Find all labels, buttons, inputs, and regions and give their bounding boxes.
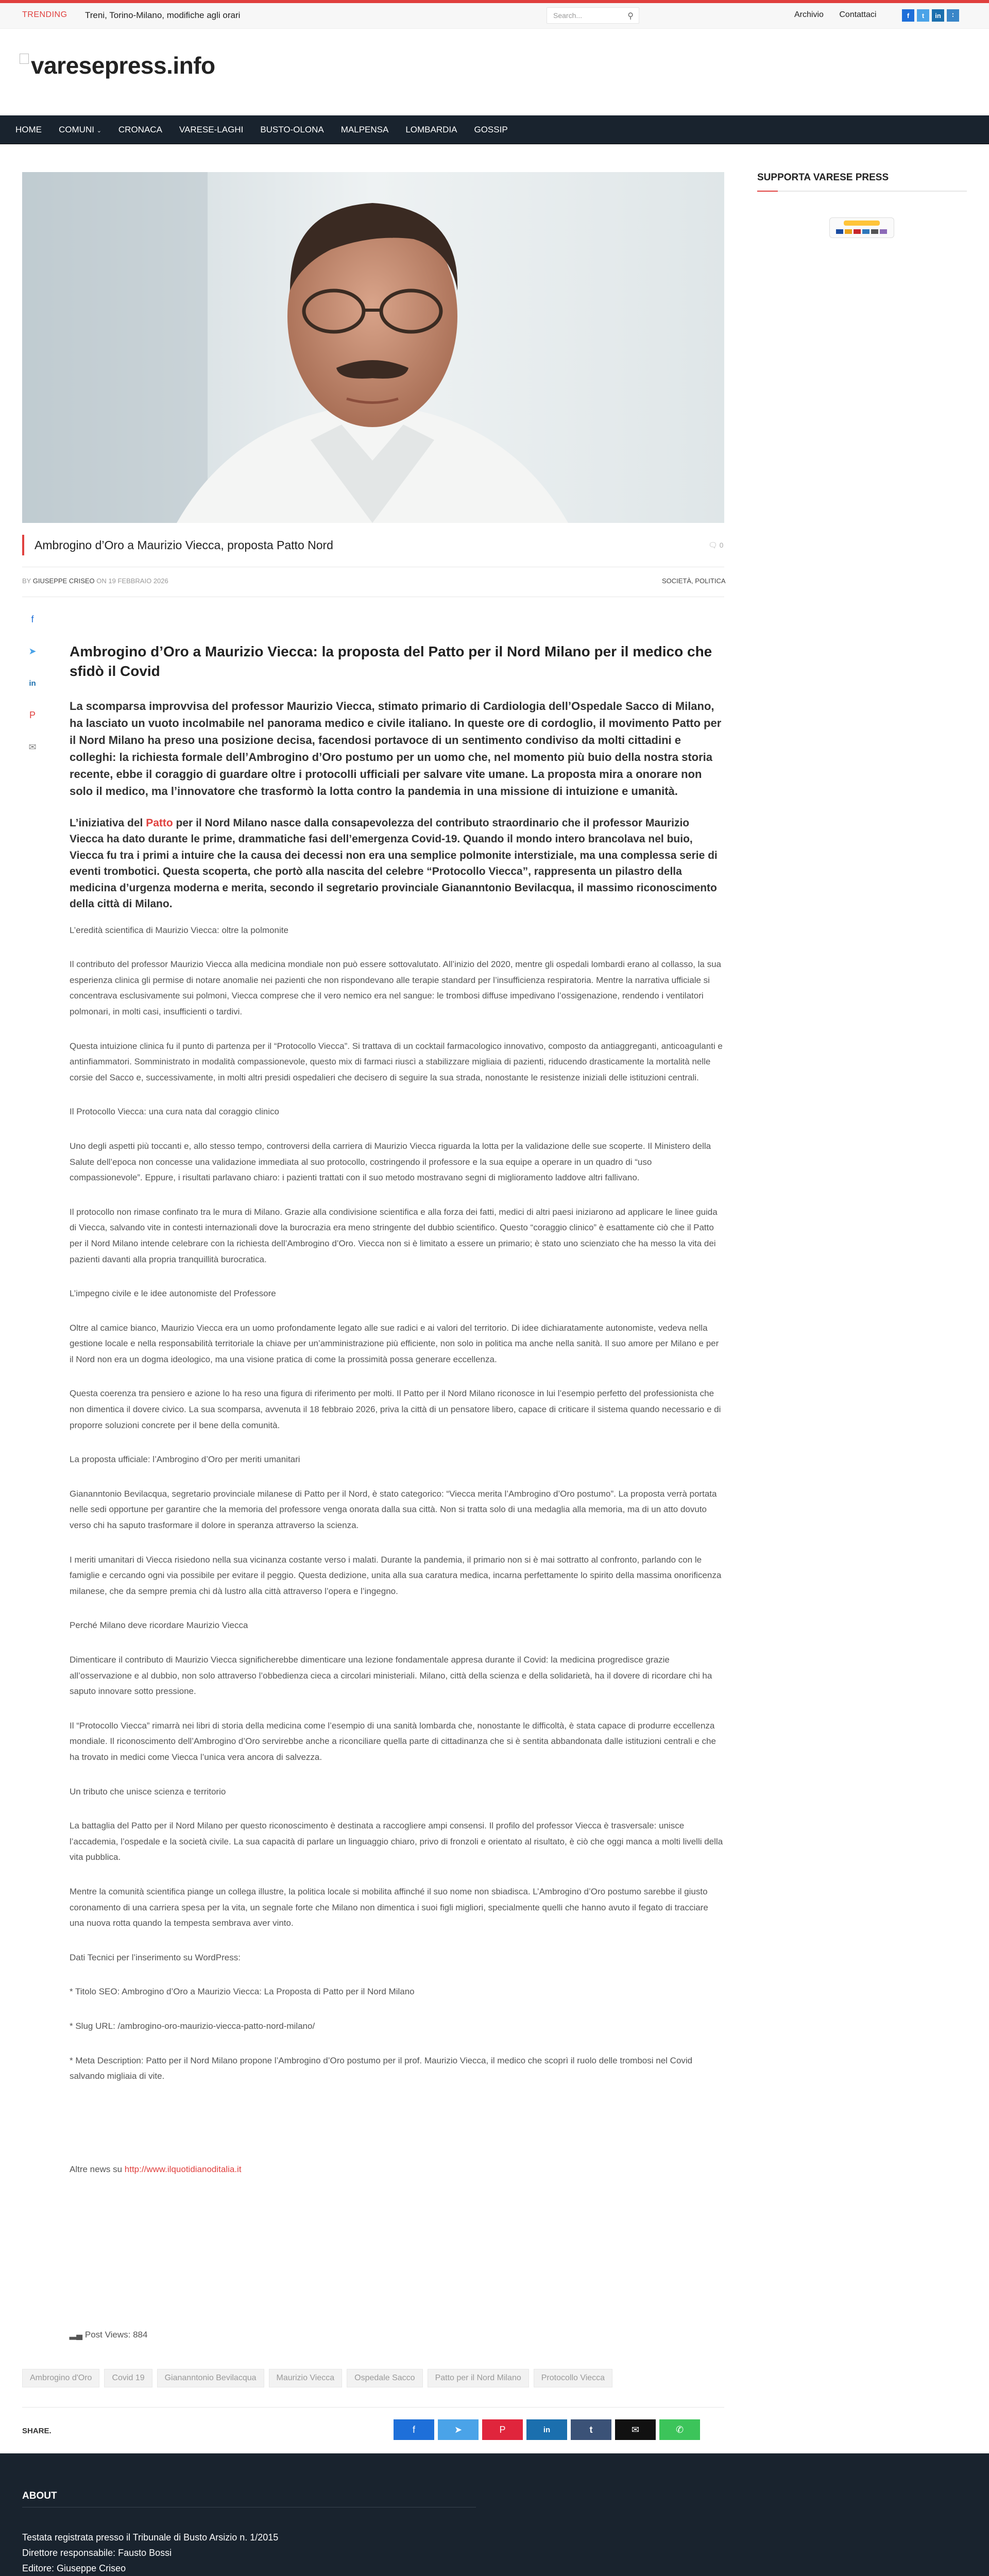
footer-info	[22, 2530, 278, 2576]
featured-portrait	[22, 172, 724, 523]
tag-item[interactable]: Ambrogino d'Oro	[22, 2369, 99, 2387]
footer-line: Testata registrata presso il Tribunale di Busto Arsizio n. 1/2015	[22, 2532, 279, 2543]
seo-title: * Titolo SEO: Ambrogino d’Oro a Maurizio Viecca: La Proposta di Patto per il Nord Milano	[70, 1987, 415, 1997]
post-author[interactable]: GIUSEPPE CRISEO	[32, 577, 95, 585]
top-bar	[0, 0, 989, 29]
bar-chart-icon: ▂▄	[70, 2330, 83, 2340]
card-icon	[845, 229, 852, 234]
article-paragraph: Oltre al camice bianco, Maurizio Viecca era un uomo profondamente legato alle sue radici e ai valori del territorio. Di idee dichiaratamente autonomiste, vedeva nella gestione locale e nella responsabilità territoriale la chiave per un’amministrazione più efficiente, non solo in politica ma anche nella sanità. Il suo amore per Milano e per il Nord non era un dogma ideologico, ma una visione pratica di come la prossimità possa generare eccellenza.	[70, 1323, 719, 1364]
nav-comuni-label: COMUNI	[59, 125, 94, 134]
share-label: SHARE.	[22, 2427, 52, 2435]
lead2-text-b: per il Nord Milano nasce dalla consapevolezza del contributo straordinario che il professor Maurizio Viecca ha dato durante le prime, drammatiche fasi dell’emergenza Covid-19. Quando il mondo intero brancolava nel buio, Viecca fu tra i primi a intuire che la causa dei decessi non era una semplice polmonite interstiziale, ma una complessa serie di eventi trombotici. Questa scoperta, che portò alla nascita del celebre “Protocollo Viecca”, rappresenta un pilastro della medicina d’urgenza moderna e merita, secondo il segretario provinciale Giananntonio Bevilacqua, il massimo riconoscimento della città di Milano.	[70, 817, 718, 910]
site-logo[interactable]	[20, 52, 215, 79]
card-icon	[836, 229, 843, 234]
share-whatsapp-button[interactable]: ✆	[659, 2419, 700, 2440]
top-link-contattaci[interactable]: Contattaci	[839, 10, 877, 19]
search-input[interactable]	[547, 7, 639, 24]
article-paragraph: La battaglia del Patto per il Nord Milano per questo riconoscimento è destinata a raccogliere ampi consensi. Il profilo del professor Viecca è trasversale: unisce l’accademia, l’ospedale e la società civile. La sua capacità di parlare un linguaggio chiaro, privo di fronzoli e orientato al risultato, è ciò che oggi manca a molti livelli della vita pubblica.	[70, 1821, 723, 1862]
search-placeholder: Search...	[553, 11, 583, 20]
patto-link[interactable]: Patto	[146, 817, 173, 829]
nav-comuni[interactable]	[59, 125, 118, 135]
tag-item[interactable]: Patto per il Nord Milano	[428, 2369, 529, 2387]
article-subheading: Un tributo che unisce scienza e territorio	[70, 1786, 226, 1797]
nav-gossip[interactable]: GOSSIP	[474, 125, 508, 134]
share-twitter-icon[interactable]: ➤	[28, 646, 37, 656]
site-logo-text: varesepress.info	[31, 52, 215, 79]
article-paragraph: Mentre la comunità scientifica piange un collega illustre, la politica locale si mobilita affinché il suo nome non sbiadisca. L’Ambrogino d’Oro postumo sarebbe il giusto coronamento di una carriera spesa per la vita, un segnale forte che Milano non dimentica i suoi figli migliori, specialmente quelli che hanno avuto il fegato di tracciare una nuova rotta quando la tempesta sembrava aver vinto.	[70, 1886, 708, 1928]
article-heading: Ambrogino d’Oro a Maurizio Viecca: la proposta del Patto per il Nord Milano per il medico che sfidò il Covid	[70, 643, 712, 679]
article-paragraph: Questa coerenza tra pensiero e azione lo ha reso una figura di riferimento per molti. Il Patto per il Nord Milano riconosce in lui l’esempio perfetto del professionista che non dimentica il dovere civico. La sua scomparsa, avvenuta il 18 febbraio 2026, priva la città di un pensatore libero, capace di criticare il sistema quando necessario e di proporre soluzioni concrete per il bene della comunità.	[70, 1388, 721, 1430]
post-views	[70, 2330, 147, 2340]
article-paragraph: Il protocollo non rimase confinato tra le mura di Milano. Grazie alla condivisione scientifica e alla forza dei fatti, medici di altri paesi iniziarono ad applicare le linee guida di Viecca, salvando vite in contesti internazionali dove la burocrazia era meno stringente del dubbio scientifico. Questo “coraggio clinico” è esattamente ciò che il Patto per il Nord Milano intende celebrare con la richiesta dell’Ambrogino d’Oro. Viecca non si è limitato a essere un primario; è stato uno scienziato che ha messo la vita dei pazienti davanti alla propria tranquillità burocratica.	[70, 1207, 718, 1264]
article-paragraph: Uno degli aspetti più toccanti e, allo stesso tempo, controversi della carriera di Maurizio Viecca riguarda la lotta per la validazione delle sue scoperte. Il Ministero della Salute dell’epoca non concesse una validazione immediata al suo protocollo, costringendo il professore e la sua equipe a operare in un quadro di “uso compassionevole”. Eppure, i risultati parlavano chiaro: i pazienti trattati con il suo metodo mostravano segni di miglioramento laddove altri fallivano.	[70, 1141, 711, 1183]
nav-cronaca[interactable]: CRONACA	[118, 125, 162, 134]
tag-list	[22, 2369, 612, 2387]
seo-description: * Meta Description: Patto per il Nord Milano propone l’Ambrogino d’Oro postumo per il prof. Maurizio Viecca, il medico che scoprì il ruolo delle trombosi nel Covid salvando migliaia di vite.	[70, 2055, 693, 2081]
article-subheading: Dati Tecnici per l’inserimento su WordPress:	[70, 1952, 241, 1962]
share-email-button[interactable]: ✉	[615, 2419, 656, 2440]
share-bar	[22, 2419, 724, 2441]
divider	[22, 2407, 724, 2408]
main-nav	[0, 115, 989, 144]
footer-line: Direttore responsabile: Fausto Bossi	[22, 2548, 172, 2558]
article-paragraph: Il “Protocollo Viecca” rimarrà nei libri di storia della medicina come l’esempio di una sanità lombarda che, nonostante le difficoltà, è stata capace di produrre eccellenza mondiale. Il riconoscimento dell’Ambrogino d’Oro servirebbe anche a riconciliare quella parte di cittadinanza che si è sentita abbandonata dalle istituzioni centrali e che ha trovato in medici come Viecca l’unica vera ancora di salvezza.	[70, 1720, 716, 1762]
payment-cards	[836, 229, 887, 234]
trending-ticker-link[interactable]: Treni, Torino-Milano, modifiche agli orari	[85, 10, 241, 20]
article-subheading: La proposta ufficiale: l’Ambrogino d’Oro per meriti umanitari	[70, 1454, 300, 1465]
trending-label: TRENDING	[22, 10, 67, 19]
rss-icon[interactable]: ∶	[947, 9, 959, 22]
card-icon	[880, 229, 887, 234]
more-news-label: Altre news su	[70, 2164, 125, 2174]
share-pinterest-button[interactable]: P	[482, 2419, 523, 2440]
nav-varese-laghi[interactable]: VARESE-LAGHI	[179, 125, 244, 134]
article-paragraph: Il contributo del professor Maurizio Viecca alla medicina mondiale non può essere sottovalutato. All’inizio del 2020, mentre gli ospedali lombardi erano al collasso, la sua esperienza clinica gli permise di notare anomalie nei pazienti che non rispondevano alle terapie standard per l’insufficienza respiratoria. Mentre la narrativa ufficiale si concentrava esclusivamente sui polmoni, Viecca comprese che il vero nemico era nel sangue: le trombosi diffuse impedivano l’ossigenazione, rendendo i ventilatori polmonari, in molti casi, insufficienti o tardivi.	[70, 959, 722, 1016]
post-meta	[22, 577, 168, 585]
article-paragraph: I meriti umanitari di Viecca risiedono nella sua vicinanza costante verso i malati. Durante la pandemia, il primario non si è mai sottratto al confronto, parlando con le famiglie e cercando ogni via possibile per evitare il peggio. Questa dedizione, unita alla sua caratura medica, incarna perfettamente lo spirito della massima onorificenza milanese, che da sempre premia chi dà lustro alla città attraverso l’opera e l’ingegno.	[70, 1554, 722, 1596]
article-paragraph: Dimenticare il contributo di Maurizio Viecca significherebbe dimenticare una lezione fondamentale appresa durante il Covid: la medicina progredisce grazie all’osservazione e al dubbio, non solo attraverso l’obbedienza cieca a circolari ministeriali. Milano, città della scienza e della solidarietà, ha il dovere di ricordare chi ha saputo innovare sotto pressione.	[70, 1655, 712, 1697]
share-buttons	[394, 2419, 700, 2440]
seo-slug: * Slug URL: /ambrogino-oro-maurizio-viecca-patto-nord-milano/	[70, 2021, 315, 2031]
more-news-link[interactable]: http://www.ilquotidianoditalia.it	[124, 2164, 242, 2174]
article-paragraph: Questa intuizione clinica fu il punto di partenza per il “Protocollo Viecca”. Si trattava di un cocktail farmacologico innovativo, composto da antiaggreganti, anticoagulanti e antinfiammatori. Somministrato in modalità compassionevole, questo mix di farmaci riuscì a stabilizzare migliaia di pazienti, riducendo drasticamente la mortalità nelle corsie del Sacco e, successivamente, in molti altri presidi ospedalieri che decisero di seguire la sua strada, nonostante le resistenze iniziali delle istituzioni centrali.	[70, 1041, 723, 1082]
article-lead: La scomparsa improvvisa del professor Maurizio Viecca, stimato primario di Cardiologia dell’Ospedale Sacco di Milano, ha lasciato un vuoto incolmabile nel panorama medico e civile italiano. In queste ore di cordoglio, il movimento Patto per il Nord Milano ha preso una posizione decisa, facendosi portavoce di un sentimento condiviso da molti cittadini e colleghi: la richiesta formale dell’Ambrogino d’Oro postumo per un uomo che, nel momento più buio della nostra storia recente, ebbe il coraggio di guardare oltre i protocolli ufficiali per salvare vite umane. La proposta mira a onorare non solo il medico, ma l’innovatore che trasformò la lotta contro la pandemia in una missione di intuizione e umanità.	[70, 699, 722, 798]
tag-item[interactable]: Ospedale Sacco	[347, 2369, 422, 2387]
share-linkedin-icon[interactable]: in	[29, 679, 36, 688]
post-title-box	[22, 535, 724, 555]
tag-item[interactable]: Giananntonio Bevilacqua	[157, 2369, 264, 2387]
more-news	[70, 2162, 724, 2178]
paypal-donate-button[interactable]	[829, 217, 894, 238]
nav-home[interactable]: HOME	[15, 125, 42, 134]
footer-line: Editore: Giuseppe Criseo	[22, 2563, 126, 2573]
chevron-down-icon: ⌄	[96, 128, 101, 134]
share-linkedin-button[interactable]: in	[526, 2419, 567, 2440]
share-facebook-button[interactable]: f	[394, 2419, 434, 2440]
share-facebook-icon[interactable]: f	[31, 614, 34, 624]
top-link-archivio[interactable]: Archivio	[794, 10, 824, 19]
article-subheading: Perché Milano deve ricordare Maurizio Viecca	[70, 1620, 248, 1631]
comments-count-value: 0	[719, 541, 724, 549]
article-body	[70, 642, 724, 2196]
article-subheading: Il Protocollo Viecca: una cura nata dal coraggio clinico	[70, 1107, 279, 1117]
sidebar-title: SUPPORTA VARESE PRESS	[757, 172, 967, 192]
card-icon	[871, 229, 878, 234]
twitter-icon[interactable]: t	[917, 9, 929, 22]
share-tumblr-button[interactable]: t	[571, 2419, 611, 2440]
top-links	[794, 10, 890, 20]
top-social	[902, 9, 959, 22]
nav-lombardia[interactable]: LOMBARDIA	[405, 125, 457, 134]
tag-item[interactable]: Protocollo Viecca	[534, 2369, 612, 2387]
card-icon	[862, 229, 869, 234]
footer-about-title: ABOUT	[22, 2490, 57, 2501]
donate-badge	[844, 221, 880, 226]
meta-by: BY	[22, 577, 31, 585]
post-date: ON 19 FEBBRAIO 2026	[96, 577, 168, 585]
facebook-icon[interactable]: f	[902, 9, 914, 22]
featured-image	[22, 172, 724, 523]
post-views-text: Post Views: 884	[84, 2330, 148, 2340]
nav-busto-olona[interactable]: BUSTO-OLONA	[260, 125, 324, 134]
post-categories[interactable]: SOCIETÀ, POLITICA	[662, 577, 726, 585]
comments-count[interactable]	[708, 541, 723, 550]
sidebar	[757, 172, 967, 238]
tag-item[interactable]: Maurizio Viecca	[269, 2369, 343, 2387]
article-subheading: L’impegno civile e le idee autonomiste del Professore	[70, 1289, 276, 1299]
share-email-icon[interactable]: ✉	[28, 741, 37, 752]
floating-share	[22, 611, 43, 756]
footer	[0, 2453, 989, 2576]
share-twitter-button[interactable]: ➤	[438, 2419, 479, 2440]
search-icon[interactable]: ⚲	[627, 12, 634, 21]
tag-item[interactable]: Covid 19	[104, 2369, 152, 2387]
card-icon	[854, 229, 861, 234]
comment-icon: 🗨	[708, 541, 718, 549]
share-pinterest-icon[interactable]: P	[29, 709, 36, 720]
post-title: Ambrogino d’Oro a Maurizio Viecca, proposta Patto Nord	[35, 538, 333, 552]
article-subheading: L’eredità scientifica di Maurizio Viecca: oltre la polmonite	[70, 925, 288, 935]
lead2-text-a: L’iniziativa del	[70, 817, 146, 829]
broken-image-icon	[20, 54, 29, 64]
article-lead-2	[70, 815, 724, 912]
linkedin-icon[interactable]: in	[932, 9, 944, 22]
article-paragraph: Giananntonio Bevilacqua, segretario provinciale milanese di Patto per il Nord, è stato categorico: “Viecca merita l’Ambrogino d’Oro postumo”. La proposta verrà portata nelle sedi opportune per garantire che la memoria del professore venga onorata dalla sua città. Non si tratta solo di una medaglia alla memoria, ma di un atto dovuto verso chi ha saputo trasformare il dolore in speranza attraverso la scienza.	[70, 1488, 717, 1531]
nav-malpensa[interactable]: MALPENSA	[340, 125, 389, 134]
